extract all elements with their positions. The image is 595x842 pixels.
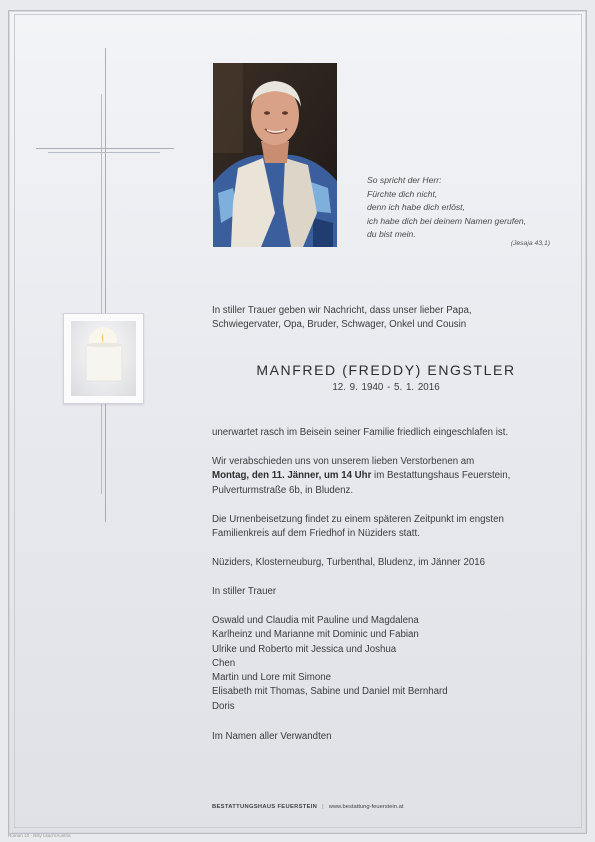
intro-line: Schwiegervater, Opa, Bruder, Schwager, Onkel und Cousin (212, 319, 467, 331)
quote-line: denn ich habe dich erlöst, (367, 202, 465, 212)
mourner-item: Martin und Lore mit Simone (212, 672, 331, 684)
life-dates: 12. 9. 1940 - 5. 1. 2016 (332, 382, 440, 393)
mourner-item: Oswald und Claudia mit Pauline und Magdalena (212, 615, 419, 626)
bible-quote (367, 174, 557, 242)
quote-line: ich habe dich bei deinem Namen gerufen, (367, 215, 527, 226)
place-date: Nüziders, Klosterneuburg, Turbenthal, Bludenz, im Jänner 2016 (212, 557, 486, 568)
mourner-item: Chen (212, 657, 236, 669)
mourner-item: Ulrike und Roberto mit Jessica und Joshua (212, 643, 397, 655)
mourning-heading: In stiller Trauer (212, 586, 277, 597)
passing-text: unerwartet rasch im Beisein seiner Familie friedlich eingeschlafen ist. (212, 427, 509, 438)
closing-text: Im Namen aller Verwandten (212, 731, 332, 742)
quote-line: du bist mein. (367, 229, 416, 239)
portrait-photo (213, 63, 337, 247)
footer-website-link[interactable]: www.bestattung-feuerstein.at (328, 804, 404, 810)
quote-line: So spricht der Herr: (367, 175, 442, 185)
farewell-text (212, 455, 510, 498)
mourners-list (212, 614, 448, 714)
urn-text (212, 513, 504, 542)
intro-text (212, 304, 472, 333)
candle-image (63, 313, 144, 404)
farewell-datetime: Montag, den 11. Jänner, um 14 Uhr (212, 470, 372, 482)
farewell-address: Pulverturmstraße 6b, in Bludenz. (212, 484, 354, 496)
footer (212, 804, 403, 810)
mourner-item: Karlheinz und Marianne mit Dominic und Fabian (212, 629, 419, 641)
intro-line: In stiller Trauer geben wir Nachricht, dass unser lieber Papa, (212, 305, 472, 316)
footer-brand: BESTATTUNGSHAUS FEUERSTEIN (212, 804, 318, 810)
mourner-item: Doris (212, 700, 235, 712)
farewell-line: Wir verabschieden uns von unserem lieben Verstorbenen am (212, 456, 475, 467)
farewell-location: im Bestattungshaus Feuerstein, (371, 470, 511, 482)
footer-separator: | (322, 804, 324, 810)
deceased-name: MANFRED (FREDDY) ENGSTLER (256, 362, 516, 378)
urn-line: Die Urnenbeisetzung findet zu einem späteren Zeitpunkt im engsten (212, 514, 504, 525)
urn-line: Familienkreis auf dem Friedhof in Nüziders statt. (212, 528, 420, 540)
imprint: Roman 10 - Billy Lilach/Austria (8, 833, 71, 838)
quote-reference: (Jesaja 43,1) (510, 240, 550, 247)
mourner-item: Elisabeth mit Thomas, Sabine und Daniel mit Bernhard (212, 686, 448, 698)
quote-line: Fürchte dich nicht, (367, 188, 438, 199)
